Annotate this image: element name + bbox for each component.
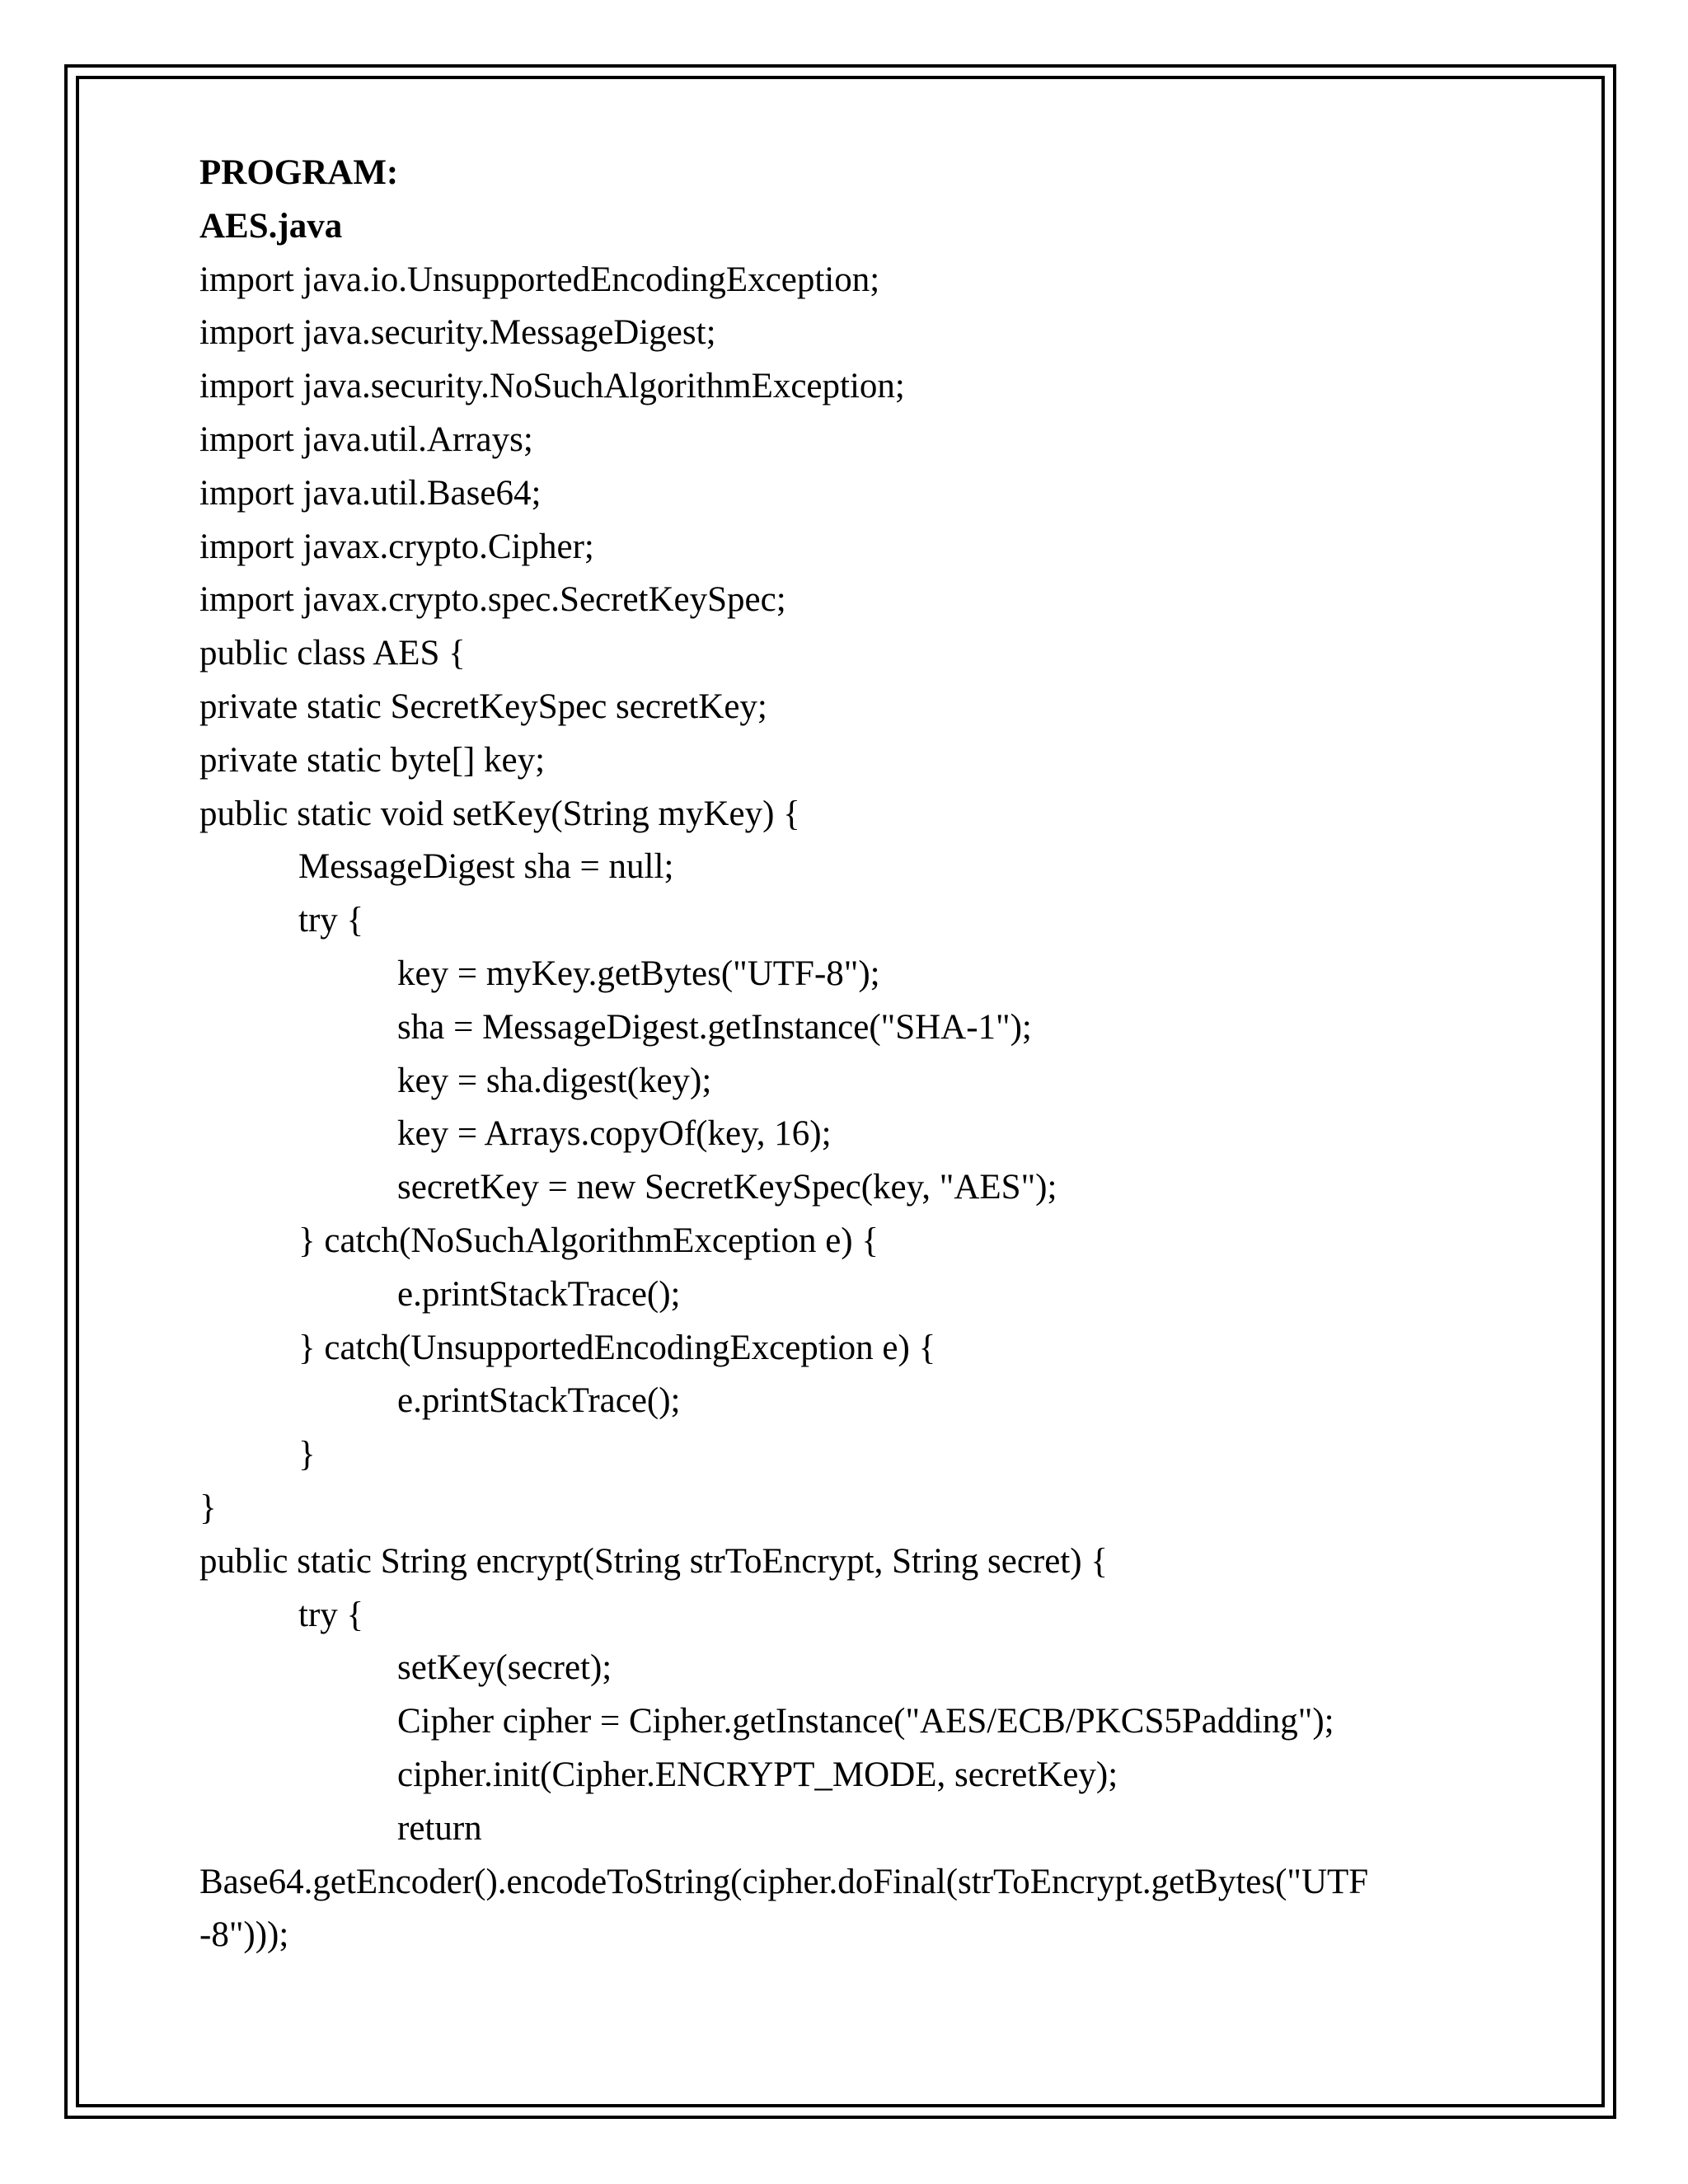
- code-line: -8")));: [199, 1915, 289, 1955]
- code-line: try {: [298, 1595, 364, 1634]
- code-line: import java.io.UnsupportedEncodingException;: [199, 260, 880, 299]
- code-line: e.printStackTrace();: [397, 1274, 681, 1314]
- code-line: public static void setKey(String myKey) {: [199, 794, 800, 833]
- code-line: key = Arrays.copyOf(key, 16);: [397, 1114, 832, 1154]
- code-line: try {: [298, 901, 364, 940]
- code-line: MessageDigest sha = null;: [298, 847, 674, 887]
- code-line: setKey(secret);: [397, 1648, 612, 1688]
- code-line: key = sha.digest(key);: [397, 1061, 712, 1100]
- file-name-heading: AES.java: [199, 206, 343, 246]
- code-line: key = myKey.getBytes("UTF-8");: [397, 954, 880, 993]
- document-content: [199, 147, 1518, 1962]
- code-line: import java.util.Arrays;: [199, 419, 533, 459]
- code-line: e.printStackTrace();: [397, 1381, 681, 1421]
- code-line: cipher.init(Cipher.ENCRYPT_MODE, secretKey);: [397, 1755, 1118, 1794]
- code-line: Cipher cipher = Cipher.getInstance("AES/ECB/PKCS5Padding");: [397, 1702, 1334, 1741]
- code-block: [199, 254, 1518, 1963]
- code-line: import java.util.Base64;: [199, 473, 542, 513]
- code-line: public static String encrypt(String strToEncrypt, String secret) {: [199, 1541, 1108, 1581]
- program-heading: PROGRAM:: [199, 153, 399, 192]
- code-line: Base64.getEncoder().encodeToString(cipher.doFinal(strToEncrypt.getBytes("UTF: [199, 1862, 1369, 1901]
- code-line: import javax.crypto.spec.SecretKeySpec;: [199, 580, 786, 620]
- code-line: import java.security.MessageDigest;: [199, 313, 716, 353]
- code-line: }: [298, 1435, 316, 1474]
- code-line: import java.security.NoSuchAlgorithmException;: [199, 367, 905, 406]
- code-line: }: [199, 1488, 217, 1527]
- code-line: secretKey = new SecretKeySpec(key, "AES");: [397, 1168, 1057, 1207]
- code-line: public class AES {: [199, 634, 466, 673]
- code-line: } catch(NoSuchAlgorithmException e) {: [298, 1221, 879, 1260]
- code-line: sha = MessageDigest.getInstance("SHA-1");: [397, 1007, 1032, 1047]
- code-line: import javax.crypto.Cipher;: [199, 527, 594, 566]
- code-line: private static byte[] key;: [199, 740, 546, 780]
- code-line: private static SecretKeySpec secretKey;: [199, 687, 767, 726]
- code-line: } catch(UnsupportedEncodingException e) {: [298, 1328, 936, 1367]
- code-line: return: [397, 1808, 482, 1848]
